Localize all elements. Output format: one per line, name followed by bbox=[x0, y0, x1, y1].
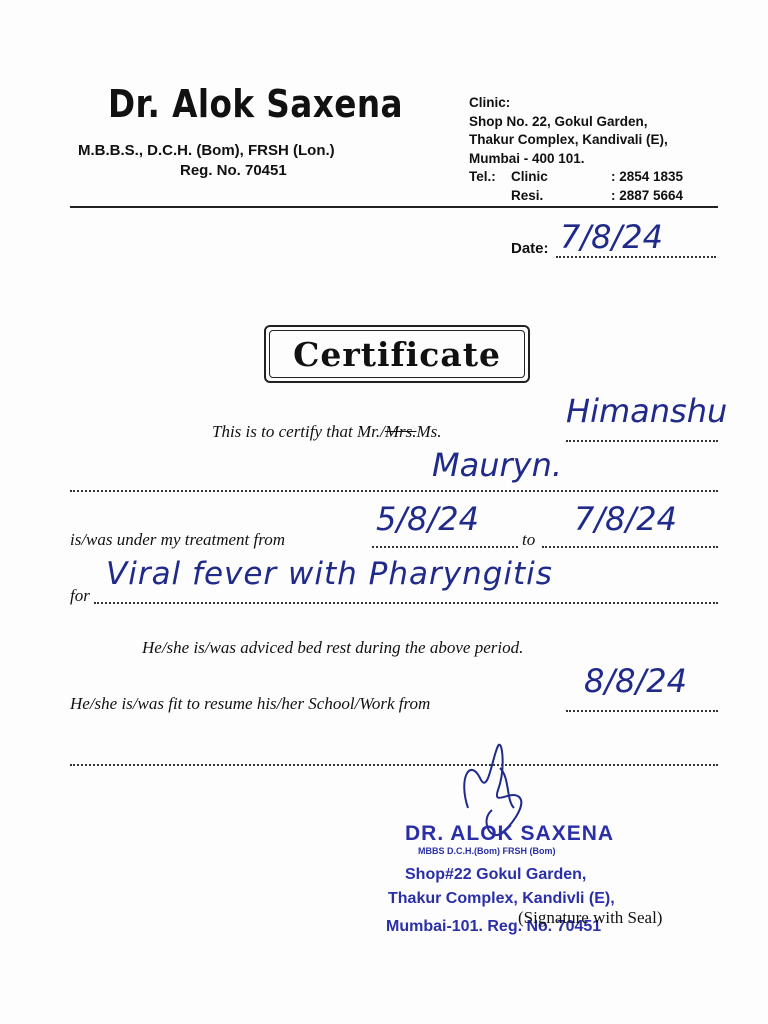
stamp-address-line2: Thakur Complex, Kandivli (E), bbox=[388, 890, 615, 907]
clinic-details bbox=[469, 94, 749, 205]
date-dotted-line bbox=[556, 256, 716, 258]
treatment-line: is/was under my treatment from bbox=[70, 530, 286, 549]
clinic-address-line3: Mumbai - 400 101. bbox=[469, 150, 585, 166]
certify-suffix: Ms. bbox=[416, 422, 442, 441]
from-date-dotted-line bbox=[372, 546, 518, 548]
patient-first-name-handwritten: Himanshu bbox=[566, 392, 728, 430]
certify-struck-title: Mrs. bbox=[384, 422, 417, 441]
to-date-handwritten: 7/8/24 bbox=[574, 500, 677, 538]
diagnosis-handwritten: Viral fever with Pharyngitis bbox=[106, 556, 553, 592]
doctor-registration: Reg. No. 70451 bbox=[180, 162, 287, 179]
clinic-phone-number: : 2854 1835 bbox=[611, 169, 684, 184]
stamp-doctor-name: DR. ALOK SAXENA bbox=[405, 822, 615, 845]
fit-date-handwritten: 8/8/24 bbox=[584, 662, 687, 700]
diagnosis-dotted-line bbox=[94, 602, 718, 604]
to-date-dotted-line bbox=[542, 546, 718, 548]
resi-phone-number: : 2887 5664 bbox=[611, 187, 684, 203]
clinic-phone-label: Clinic bbox=[511, 169, 548, 184]
remarks-dotted-line bbox=[70, 764, 718, 766]
stamp-qualifications: MBBS D.C.H.(Bom) FRSH (Bom) bbox=[418, 846, 556, 856]
patient-name-continued-dotted-line bbox=[70, 490, 718, 492]
patient-last-name-handwritten: Mauryn. bbox=[432, 446, 563, 484]
for-label: for bbox=[70, 586, 90, 605]
bed-rest-line: He/she is/was adviced bed rest during the above period. bbox=[142, 638, 524, 657]
doctor-qualifications: M.B.B.S., D.C.H. (Bom), FRSH (Lon.) bbox=[78, 142, 335, 159]
date-label: Date: bbox=[511, 240, 549, 257]
doctor-name: Dr. Alok Saxena bbox=[108, 82, 404, 126]
header-divider bbox=[70, 206, 718, 208]
patient-name-dotted-line bbox=[566, 440, 718, 442]
clinic-address-line1: Shop No. 22, Gokul Garden, bbox=[469, 113, 648, 129]
certificate-title-box bbox=[264, 325, 530, 383]
date-handwritten: 7/8/24 bbox=[560, 218, 663, 256]
certify-prefix: This is to certify that Mr./ bbox=[212, 422, 385, 441]
signature-caption: (Signature with Seal) bbox=[518, 908, 663, 927]
clinic-address-line2: Thakur Complex, Kandivali (E), bbox=[469, 132, 668, 147]
tel-label: Tel.: bbox=[469, 169, 496, 184]
fit-to-resume-line: He/she is/was fit to resume his/her School/Work from bbox=[70, 694, 431, 713]
clinic-label: Clinic: bbox=[469, 95, 511, 110]
clinic-phone-grid bbox=[469, 168, 749, 205]
stamp-address-line1: Shop#22 Gokul Garden, bbox=[405, 866, 587, 883]
from-date-handwritten: 5/8/24 bbox=[376, 500, 479, 538]
certificate-title: Certificate bbox=[293, 335, 501, 374]
stamp-address-line3: Mumbai-101. Reg. No. 70451 bbox=[386, 918, 602, 935]
fit-date-dotted-line bbox=[566, 710, 718, 712]
tel-spacer bbox=[469, 187, 511, 206]
resi-phone-label: Resi. bbox=[511, 187, 544, 203]
to-label: to bbox=[522, 530, 536, 549]
certify-line bbox=[212, 422, 442, 442]
